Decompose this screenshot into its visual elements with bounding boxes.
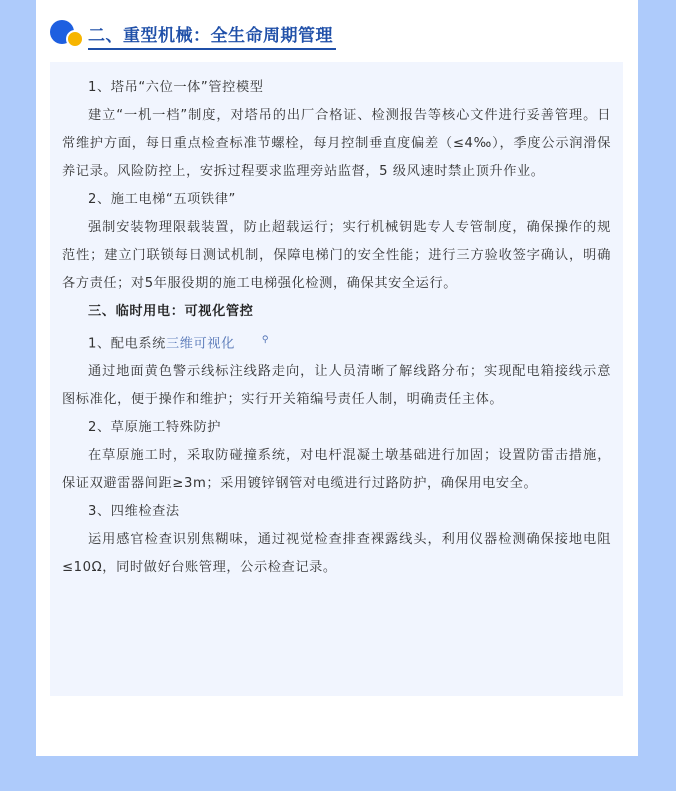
power-section-title: 三、临时用电：可视化管控	[88, 304, 254, 319]
elevator-heading: 2、施工电梯“五项铁律”	[88, 192, 236, 207]
elevator-paragraph: 强制安装物理限载装置，防止超载运行；实行机械钥匙专人专管制度，确保操作的规范性；建立门联锁每日测试机制，保障电梯门的安全性能；进行三方验收签字确认，明确各方责任；对5年服役期的施工电梯强化检测，确保其安全运行。	[62, 220, 611, 291]
article-card	[36, 0, 638, 756]
section-title: 二、重型机械：全生命周期管理	[88, 26, 333, 46]
grassland-heading: 2、草原施工特殊防护	[88, 420, 222, 436]
inspection-heading: 3、四维检查法	[88, 504, 180, 520]
inspection-paragraph: 运用感官检查识别焦糊味，通过视觉检查排查裸露线头，利用仪器检测确保接地电阻≤10Ω，同时做好台账管理，公示检查记录。	[62, 532, 611, 576]
power-distribution-heading	[62, 326, 611, 358]
tower-crane-paragraph: 建立“一机一档”制度，对塔吊的出厂合格证、检测报告等核心文件进行妥善管理。日常维护方面，每日重点检查标准节螺栓，每月控制垂直度偏差（≤4‰），季度公示润滑保养记录。风险防控上，安拆过程要求监理旁站监督，5 级风速时禁止顶升作业。	[62, 108, 611, 179]
section-header	[50, 18, 350, 52]
content-box	[50, 62, 623, 696]
power-distribution-paragraph: 通过地面黄色警示线标注线路走向，让人员清晰了解线路分布；实现配电箱接线示意图标准化，便于操作和维护；实行开关箱编号责任人制，明确责任主体。	[62, 364, 611, 408]
power-heading-prefix: 1、配电系统	[88, 336, 166, 352]
title-decoration-yellow-dot	[66, 30, 84, 48]
3d-visualization-link[interactable]: 三维可视化	[165, 336, 235, 352]
title-underline	[88, 48, 336, 50]
grassland-paragraph: 在草原施工时，采取防碰撞系统，对电杆混凝土墩基础进行加固；设置防雷击措施，保证双避雷器间距≥3m；采用镀锌钢管对电缆进行过路防护，确保用电安全。	[62, 448, 611, 492]
tower-crane-heading: 1、塔吊“六位一体”管控模型	[88, 80, 264, 95]
search-icon[interactable]: ⚲	[261, 335, 270, 345]
